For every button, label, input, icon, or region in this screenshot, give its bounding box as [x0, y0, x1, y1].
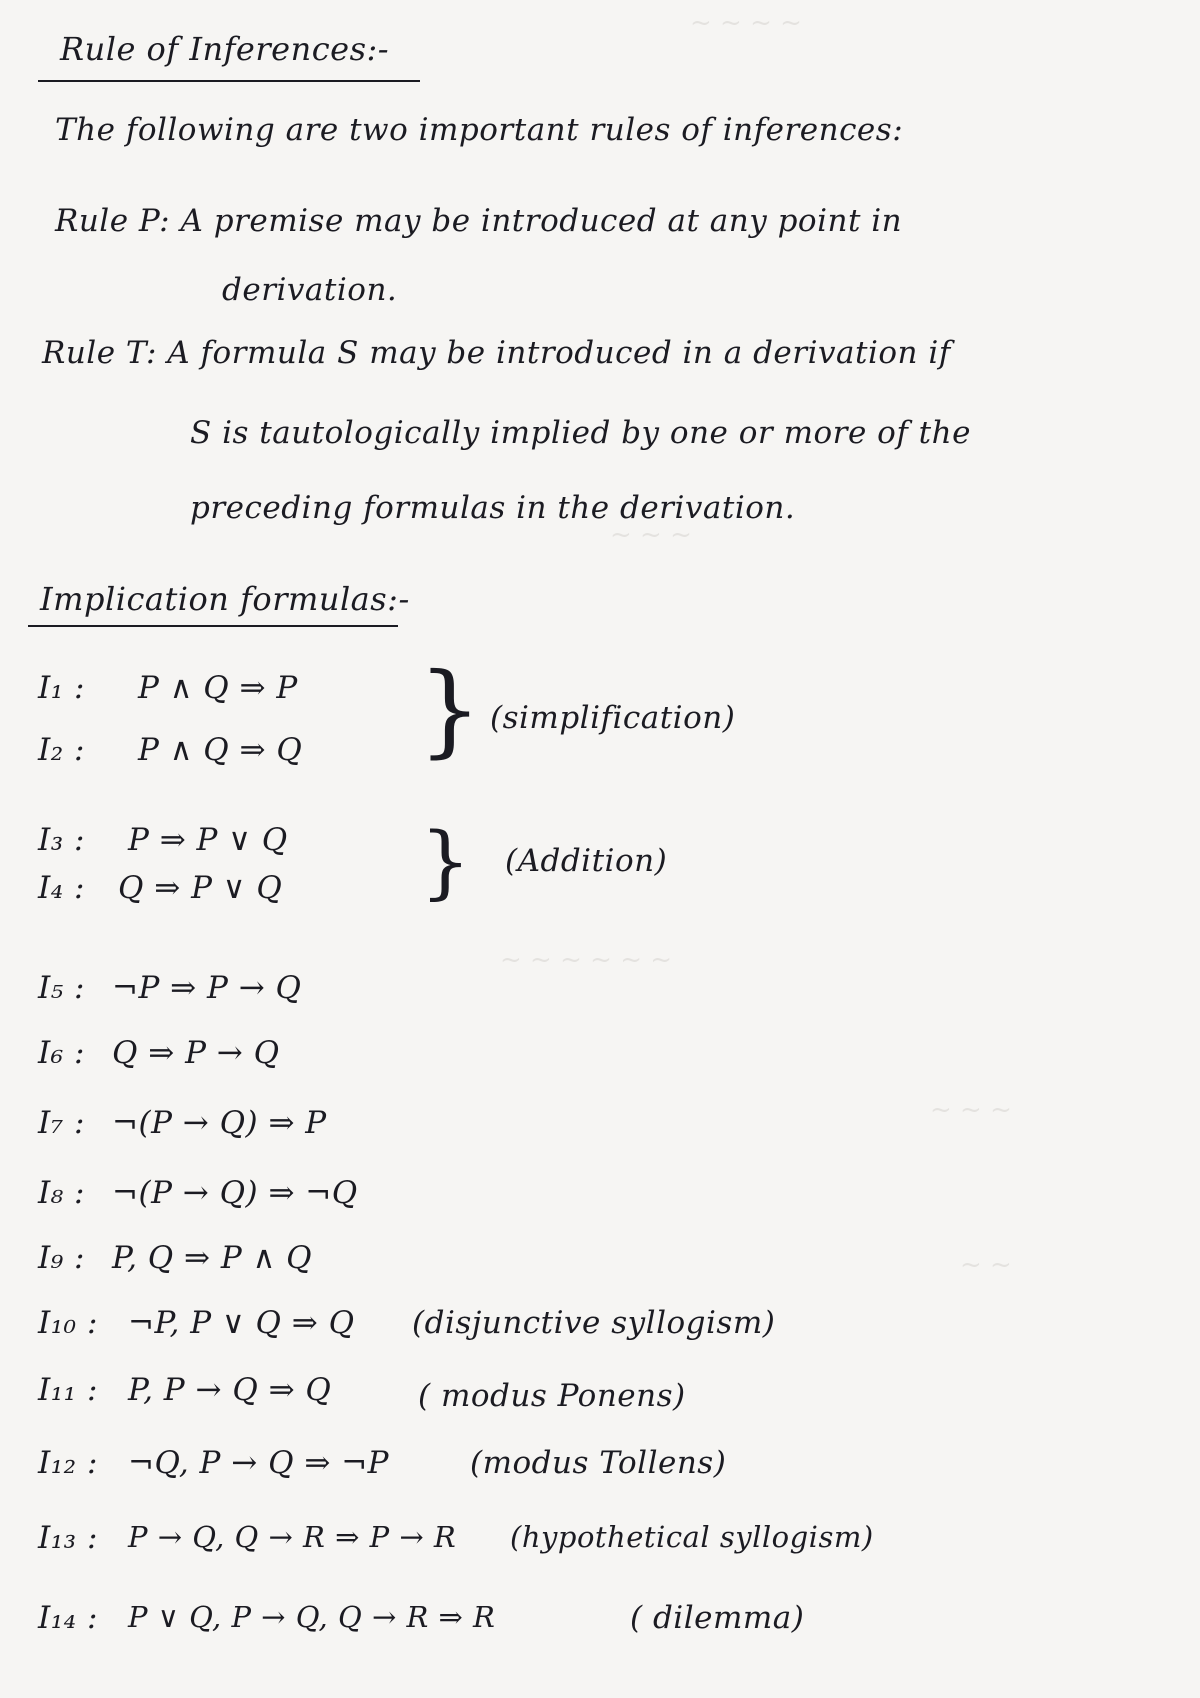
right-brace: }	[420, 815, 471, 908]
show-through-mark: ~ ~ ~	[930, 1095, 1012, 1125]
formula-id: I₁₄ :	[38, 1600, 98, 1636]
page-title: Rule of Inferences:-	[60, 30, 390, 68]
formula-expression: ¬(P → Q) ⇒ P	[112, 1105, 327, 1141]
formula-id: I₁₁ :	[38, 1372, 98, 1408]
rule-t-line-1: Rule T: A formula S may be introduced in a derivation if	[42, 335, 951, 371]
formula-expression: P, P → Q ⇒ Q	[128, 1372, 332, 1408]
section-title: Implication formulas:-	[40, 580, 410, 618]
formula-expression: P → Q, Q → R ⇒ P → R	[128, 1520, 457, 1554]
simplification-label: (simplification)	[490, 700, 736, 736]
formula-id: I₁₀ :	[38, 1305, 98, 1341]
formula-id: I₁ :	[38, 670, 85, 706]
formula-expression: P ∨ Q, P → Q, Q → R ⇒ R	[128, 1600, 496, 1634]
formula-expression: P ∧ Q ⇒ P	[138, 670, 298, 706]
formula-id: I₇ :	[38, 1105, 85, 1141]
rule-p-line-2: derivation.	[222, 272, 398, 308]
formula-expression: ¬Q, P → Q ⇒ ¬P	[128, 1445, 390, 1481]
hypothetical-syllogism-label: (hypothetical syllogism)	[510, 1520, 874, 1554]
formula-id: I₈ :	[38, 1175, 85, 1211]
formula-expression: Q ⇒ P → Q	[112, 1035, 280, 1071]
rule-t-line-3: preceding formulas in the derivation.	[190, 490, 796, 526]
section-underline	[28, 625, 398, 627]
title-underline	[38, 80, 420, 82]
rule-p-line-1: Rule P: A premise may be introduced at any point in	[55, 203, 903, 239]
formula-id: I₂ :	[38, 732, 85, 768]
show-through-mark: ~ ~ ~	[610, 520, 692, 550]
formula-expression: P, Q ⇒ P ∧ Q	[112, 1240, 313, 1276]
formula-expression: P ⇒ P ∨ Q	[128, 822, 288, 858]
formula-id: I₄ :	[38, 870, 85, 906]
formula-id: I₁₂ :	[38, 1445, 98, 1481]
rule-t-line-2: S is tautologically implied by one or more of the	[190, 415, 971, 451]
formula-id: I₁₃ :	[38, 1520, 98, 1556]
formula-expression: ¬P ⇒ P → Q	[112, 970, 302, 1006]
dilemma-label: ( dilemma)	[630, 1600, 805, 1636]
formula-id: I₅ :	[38, 970, 85, 1006]
right-brace: }	[418, 651, 482, 768]
disjunctive-syllogism-label: (disjunctive syllogism)	[412, 1305, 776, 1341]
formula-expression: P ∧ Q ⇒ Q	[138, 732, 303, 768]
modus-tollens-label: (modus Tollens)	[470, 1445, 727, 1481]
formula-id: I₉ :	[38, 1240, 85, 1276]
intro-text: The following are two important rules of inferences:	[55, 112, 904, 148]
formula-id: I₃ :	[38, 822, 85, 858]
show-through-mark: ~ ~ ~ ~	[690, 8, 802, 38]
formula-expression: Q ⇒ P ∨ Q	[118, 870, 283, 906]
show-through-mark: ~ ~ ~ ~ ~ ~	[500, 945, 673, 975]
formula-expression: ¬(P → Q) ⇒ ¬Q	[112, 1175, 358, 1211]
addition-label: (Addition)	[505, 843, 668, 879]
formula-id: I₆ :	[38, 1035, 85, 1071]
formula-expression: ¬P, P ∨ Q ⇒ Q	[128, 1305, 355, 1341]
show-through-mark: ~ ~	[960, 1250, 1012, 1280]
modus-ponens-label: ( modus Ponens)	[418, 1378, 686, 1414]
